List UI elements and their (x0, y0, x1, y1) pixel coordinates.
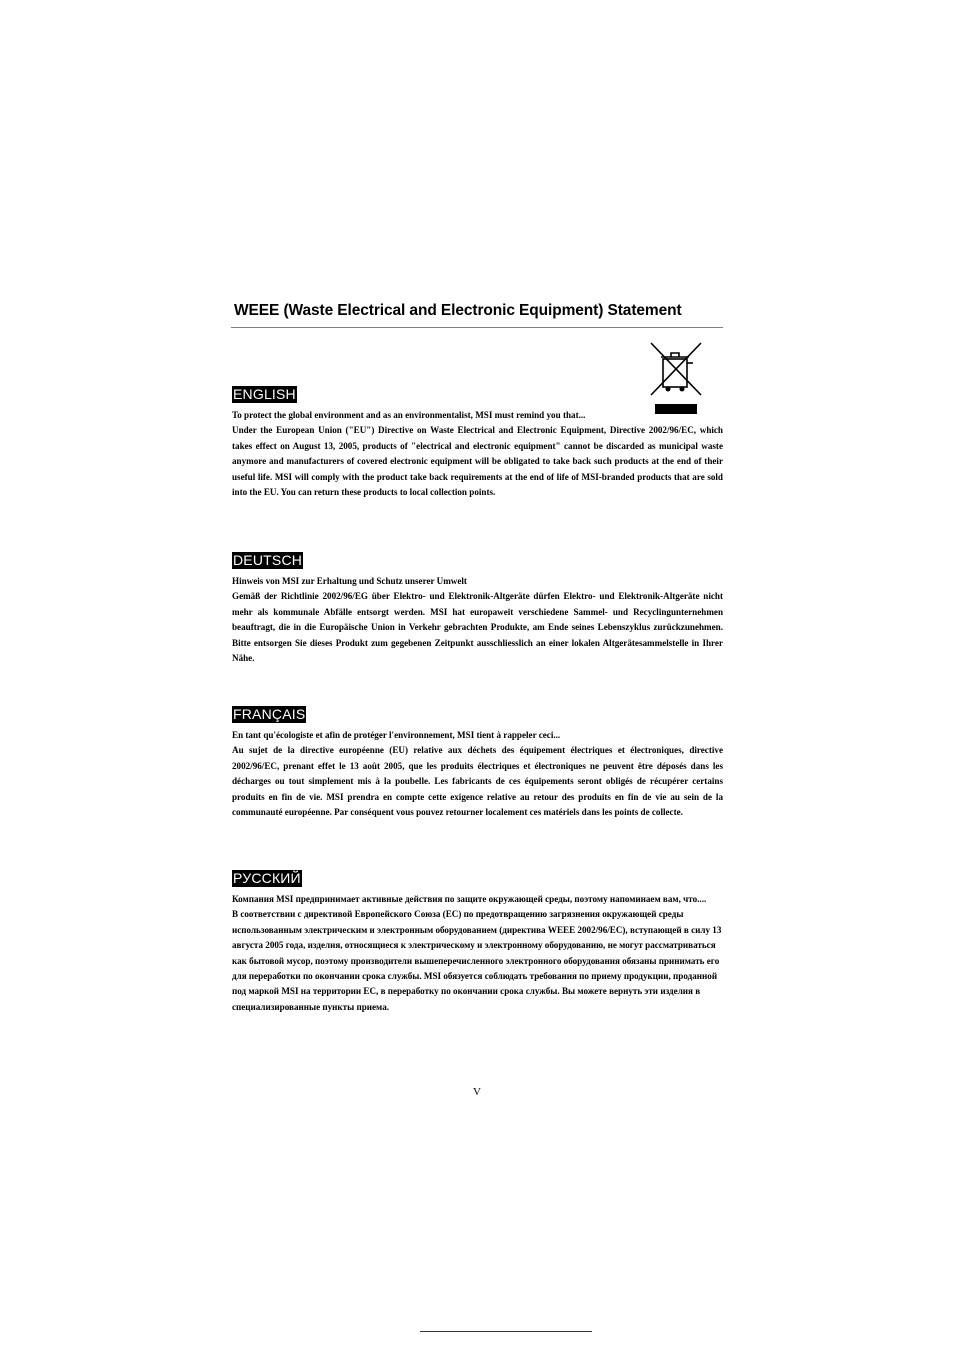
francais-intro: En tant qu'écologiste et afin de protéger l'environnement, MSI tient à rappeler ceci... (232, 730, 561, 740)
russian-intro: Компания MSI предпринимает активные действия по защите окружающей среды, поэтому напоминаем вам, что.... (232, 894, 707, 904)
english-intro: To protect the global environment and as an environmentalist, MSI must remind you that... (232, 410, 586, 420)
francais-body: Au sujet de la directive européenne (EU) relative aux déchets des équipement électriques et électroniques, directive 2002/96/EC, prenant effet le 13 août 2005, que les produits électriques et électroniques ne peuvent être déposés dans les décharges ou tout simplement mis à la poubelle. Les fabricants de ces équipements seront obligés de récupérer certains produits en fin de vie. MSI prendra en compte cette exigence relative au retour des produits en fin de vie au sein de la communauté européenne. Par conséquent vous pouvez retourner localement ces matériels dans les points de collecte. (232, 745, 723, 818)
page-title: WEEE (Waste Electrical and Electronic Equipment) Statement (234, 302, 682, 319)
section-heading-deutsch: DEUTSCH (233, 552, 303, 568)
english-body: Under the European Union ("EU") Directive on Waste Electrical and Electronic Equipment, Directive 2002/96/EC, which takes effect on August 13, 2005, products of "electrical and electronic equipment" cannot be discarded as municipal waste anymore and manufacturers of covered electronic equipment will be obligated to take back such products at the end of their useful life. MSI will comply with the product take back requirements at the end of life of MSI-branded products that are sold into the EU. You can return these products to local collection points. (232, 425, 723, 498)
section-heading-english: ENGLISH (233, 386, 296, 402)
title-divider (231, 327, 723, 328)
deutsch-section (232, 574, 723, 666)
section-heading-russian: РУССКИЙ (233, 870, 301, 886)
english-section (232, 408, 723, 500)
deutsch-body: Gemäß der Richtlinie 2002/96/EG über Elektro- und Elektronik-Altgeräte dürfen Elektro- und Elektronik-Altgeräte nicht mehr als kommunale Abfälle entsorgt werden. MSI hat europaweit verschiedene Sammel- und Recyclingunternehmen beauftragt, die in die Europäische Union in Verkehr gebrachten Produkte, am Ende seines Lebenszyklus zurückzunehmen. Bitte entsorgen Sie dieses Produkt zum gegebenen Zeitpunkt ausschliesslich an einer lokalen Altgerätesammelstelle in Ihrer Nähe. (232, 591, 723, 664)
francais-section (232, 728, 723, 820)
footer-link-underline (420, 1331, 592, 1332)
page-number: V (473, 1086, 481, 1098)
crossed-out-wheelie-bin-icon (649, 341, 703, 415)
section-heading-francais: FRANÇAIS (233, 706, 306, 722)
deutsch-intro: Hinweis von MSI zur Erhaltung und Schutz unserer Umwelt (232, 576, 467, 586)
russian-body: В соответствии с директивой Европейского Союза (ЕС) по предотвращению загрязнения окружающей среды использованным электрическим и электронным оборудованием (директива WEEE 2002/96/EC), вступающей в силу 13 августа 2005 года, изделия, относящиеся к электрическому и электронному оборудованию, не могут рассматриваться как бытовой мусор, поэтому производители вышеперечисленного электронного оборудования обязаны принимать его для переработки по окончании срока службы. MSI обязуется соблюдать требования по приему продукции, проданной под маркой MSI на территории ЕС, в переработку по окончании срока службы. Вы можете вернуть эти изделия в специализированные пункты приема. (232, 909, 722, 1012)
russian-section (232, 892, 723, 1015)
